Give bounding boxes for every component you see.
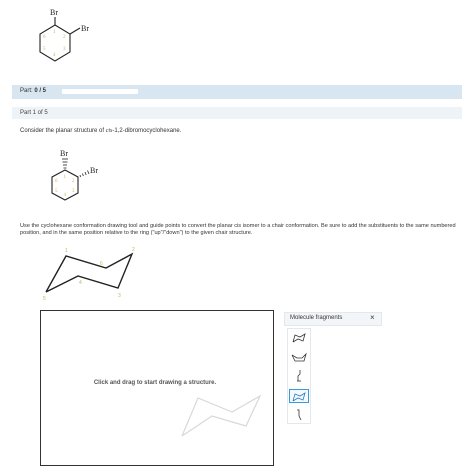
top-num-1: 1 (53, 30, 56, 35)
question-text (20, 128, 181, 134)
part-progress-bar (62, 89, 138, 94)
planar-num-1: 1 (63, 175, 66, 180)
bond-up-fragment-button[interactable] (289, 369, 309, 383)
chair-num-2: 2 (132, 247, 135, 253)
planar-num-3: 3 (72, 189, 75, 194)
part-label-text: Part: (20, 88, 33, 94)
chair-selected-fragment-icon (290, 391, 308, 403)
bond-down-fragment-button[interactable] (289, 408, 309, 422)
planar-br-2: Br (90, 166, 98, 175)
canvas-chair-watermark (176, 386, 268, 442)
chair-guide (38, 242, 150, 304)
part-status-label (20, 88, 46, 94)
bond-up-fragment-icon (289, 369, 309, 383)
planar-num-2: 2 (72, 179, 75, 184)
top-num-5: 5 (43, 47, 46, 52)
chair-num-3: 3 (118, 293, 121, 299)
question-compound: -1,2-dibromocyclohexane. (112, 128, 182, 134)
part-of-bar (12, 107, 462, 119)
chair-fragment-button[interactable] (289, 331, 309, 345)
top-br-1: Br (50, 8, 58, 17)
part-score: 0 / 5 (34, 88, 47, 94)
question-prefix: Consider the planar structure of (20, 128, 105, 134)
top-num-3: 3 (63, 47, 66, 52)
hashed-bond-1 (62, 159, 68, 168)
planar-molecule (38, 145, 118, 215)
boat-fragment-icon (289, 350, 309, 364)
chair-num-6: 6 (100, 261, 103, 267)
planar-num-5: 5 (55, 189, 58, 194)
chair-num-5: 5 (43, 296, 46, 302)
close-icon[interactable]: × (370, 313, 375, 322)
question-cis: cis (105, 128, 113, 134)
planar-br-1: Br (60, 149, 68, 158)
top-num-6: 6 (43, 35, 46, 40)
top-num-4: 4 (53, 53, 56, 58)
bond-down-fragment-icon (289, 408, 309, 422)
part-of-label: Part 1 of 5 (20, 110, 48, 116)
chair-num-4: 4 (79, 280, 82, 286)
top-br-2: Br (81, 24, 89, 33)
chair-num-1: 1 (65, 248, 68, 254)
chair-fragment-icon (289, 331, 309, 345)
fragments-panel-title: Molecule fragments (290, 315, 343, 321)
chair-selected-fragment-button[interactable] (289, 389, 309, 403)
planar-num-6: 6 (55, 179, 58, 184)
planar-num-4: 4 (63, 193, 66, 198)
top-molecule (20, 0, 110, 78)
boat-fragment-button[interactable] (289, 350, 309, 364)
hashed-bond-2 (80, 171, 89, 178)
instructions-text: Use the cyclohexane conformation drawing tool and guide points to convert the planar cis isomer to a chair conformation. Be sure to add the substituents to the same numbered position, and in the same position relative to the ring ("up"/"down") to the given chair structure. (20, 223, 456, 236)
top-num-2: 2 (63, 35, 66, 40)
canvas-hint: Click and drag to start drawing a structure. (93, 380, 217, 386)
